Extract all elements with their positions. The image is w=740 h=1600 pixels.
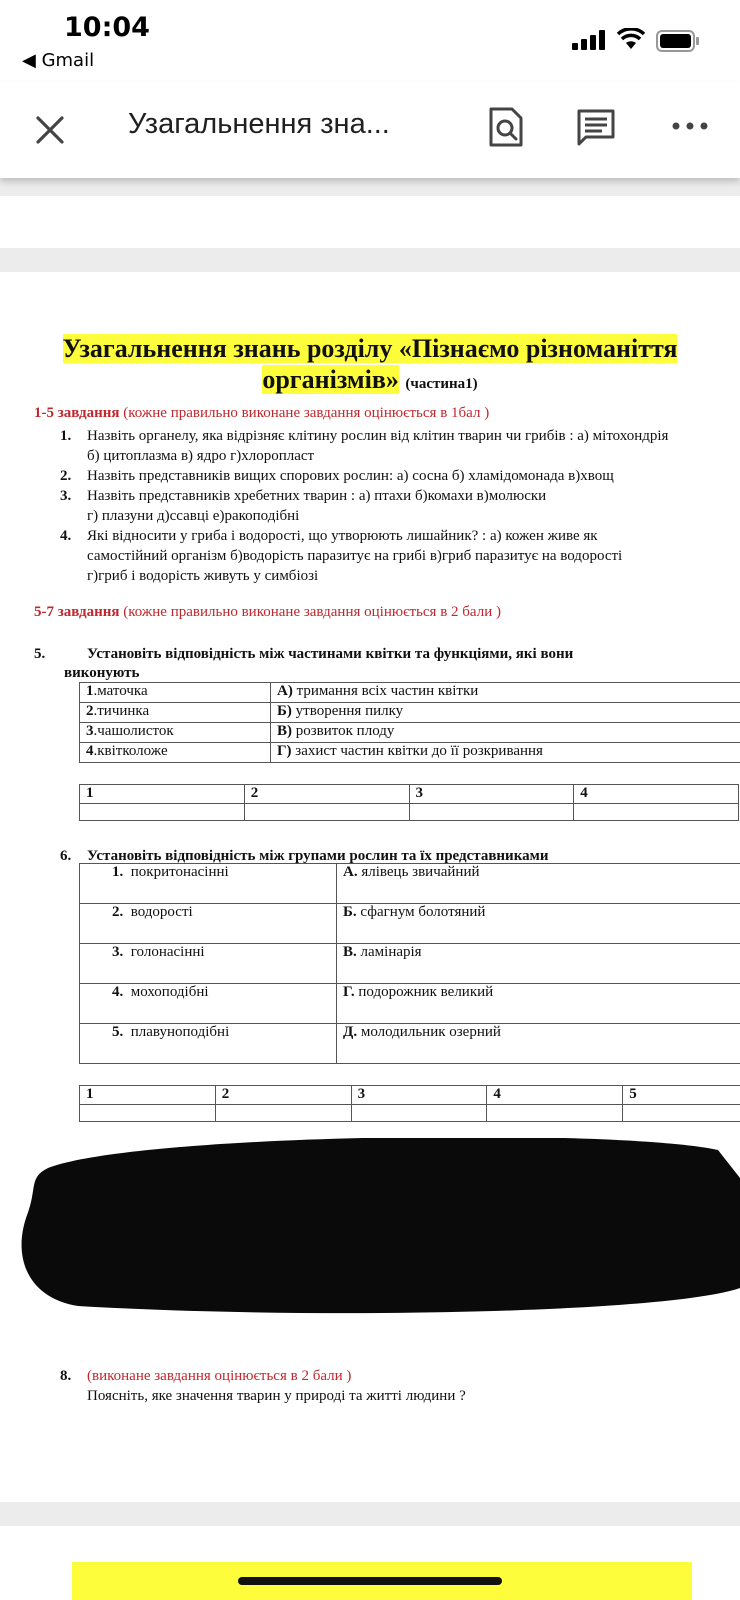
- section-1-5-header: 1-5 завдання (кожне правильно виконане завдання оцінюється в 1бал ): [34, 405, 490, 421]
- answer-header-cell: 1: [80, 1086, 216, 1105]
- comment-icon[interactable]: [576, 108, 616, 148]
- q6-row: [80, 864, 740, 904]
- status-bar: [0, 0, 740, 82]
- q2-text: Назвіть представників вищих спорових рослин: а) сосна б) хламідомонада в)хвощ: [87, 468, 614, 484]
- q6-answer-table: [79, 1085, 740, 1122]
- section-5-7-header: 5-7 завдання (кожне правильно виконане завдання оцінюється в 2 бали ): [34, 604, 501, 620]
- q4-options-cont: г)гриб і водорість живуть у симбіозі: [87, 568, 319, 584]
- q5-answer-table: [79, 784, 739, 821]
- q6-row: [80, 984, 740, 1024]
- q5-part-cell: 3.чашолисток: [80, 723, 271, 743]
- answer-input-cell[interactable]: [80, 804, 245, 821]
- q8-note: (виконане завдання оцінюється в 2 бали ): [87, 1368, 352, 1384]
- answer-header-cell: 2: [244, 785, 409, 804]
- q4-options: самостійний організм б)водорість паразитує на грибі в)гриб паразитує на водорості: [87, 548, 623, 564]
- answer-header-cell: 3: [409, 785, 574, 804]
- answer-header-cell: 5: [623, 1086, 740, 1105]
- previous-page-edge: [0, 196, 740, 248]
- answer-header-cell: 2: [215, 1086, 351, 1105]
- q4-text: Які відносити у гриба і водорості, що утворюють лишайник? : а) кожен живе як: [87, 528, 598, 544]
- q8-number: 8.: [60, 1368, 72, 1384]
- q2-number: 2.: [60, 468, 72, 484]
- q6-representative-cell: Г. подорожник великий: [337, 984, 740, 1024]
- answer-input-cell[interactable]: [623, 1105, 740, 1122]
- q5-match-table: [79, 682, 740, 763]
- q1-options: б) цитоплазма в) ядро г)хлоропласт: [87, 448, 315, 464]
- answer-header-cell: 4: [487, 1086, 623, 1105]
- q6-match-table: [79, 863, 740, 1064]
- redaction-mark: [18, 1138, 740, 1318]
- q6-group-cell: 2. водорості: [80, 904, 337, 944]
- q3-number: 3.: [60, 488, 72, 504]
- q6-representative-cell: В. ламінарія: [337, 944, 740, 984]
- answer-header-cell: 4: [574, 785, 739, 804]
- viewer-toolbar: [0, 82, 740, 178]
- answer-input-cell[interactable]: [574, 804, 739, 821]
- doc-heading-part: (частина1): [405, 376, 478, 392]
- q5-text-cont: виконують: [64, 665, 140, 681]
- q1-number: 1.: [60, 428, 72, 444]
- q5-part-cell: 1.маточка: [80, 683, 271, 703]
- find-in-document-icon[interactable]: [488, 106, 524, 148]
- q5-part-cell: 4.квітколоже: [80, 743, 271, 763]
- q3-text: Назвіть представників хребетних тварин : а) птахи б)комахи в)молюски: [87, 488, 547, 504]
- answer-header-cell: 3: [351, 1086, 487, 1105]
- doc-heading-line2: організмів» (частина1): [262, 365, 478, 394]
- q8-text: Поясніть, яке значення тварин у природі та житті людини ?: [87, 1388, 466, 1404]
- q5-number: 5.: [34, 646, 46, 662]
- q5-function-cell: В) розвиток плоду: [271, 723, 740, 743]
- q5-part-cell: 2.тичинка: [80, 703, 271, 723]
- wifi-icon: [616, 28, 646, 50]
- more-options-icon[interactable]: [670, 116, 710, 136]
- q5-row: [80, 683, 740, 703]
- q6-row: [80, 1024, 740, 1064]
- home-indicator[interactable]: [238, 1577, 502, 1585]
- document-title: Узагальнення зна...: [128, 108, 390, 140]
- q3-options: г) плазуни д)ссавці е)ракоподібні: [87, 508, 300, 524]
- q5-row: [80, 723, 740, 743]
- answer-input-cell[interactable]: [487, 1105, 623, 1122]
- q1-text: Назвіть органелу, яка відрізняє клітину рослин від клітин тварин чи грибів : а) мітохондрія: [87, 428, 669, 444]
- battery-icon: [656, 30, 700, 52]
- q5-function-cell: Г) захист частин квітки до її розкривання: [271, 743, 740, 763]
- q6-number: 6.: [60, 848, 72, 864]
- next-page-edge: [0, 1526, 740, 1600]
- q6-row: [80, 904, 740, 944]
- q6-group-cell: 3. голонасінні: [80, 944, 337, 984]
- answer-input-cell[interactable]: [409, 804, 574, 821]
- q6-representative-cell: Б. сфагнум болотяний: [337, 904, 740, 944]
- q5-function-cell: Б) утворення пилку: [271, 703, 740, 723]
- q5-function-cell: А) тримання всіх частин квітки: [271, 683, 740, 703]
- answer-input-cell[interactable]: [215, 1105, 351, 1122]
- close-button[interactable]: [30, 110, 70, 150]
- q5-text: Установіть відповідність між частинами квітки та функціями, які вони: [87, 646, 574, 662]
- q6-representative-cell: Д. молодильник озерний: [337, 1024, 740, 1064]
- q6-representative-cell: А. ялівець звичайний: [337, 864, 740, 904]
- answer-input-cell[interactable]: [244, 804, 409, 821]
- q6-group-cell: 5. плавуноподібні: [80, 1024, 337, 1064]
- answer-header-cell: 1: [80, 785, 245, 804]
- clock: 10:04: [64, 12, 150, 43]
- q6-text: Установіть відповідність між групами рослин та їх представниками: [87, 848, 549, 864]
- answer-input-cell[interactable]: [351, 1105, 487, 1122]
- q6-row: [80, 944, 740, 984]
- back-to-gmail-link[interactable]: ◀ Gmail: [22, 50, 95, 71]
- cellular-signal-icon: [572, 30, 606, 50]
- q4-number: 4.: [60, 528, 72, 544]
- q6-group-cell: 1. покритонасінні: [80, 864, 337, 904]
- answer-input-cell[interactable]: [80, 1105, 216, 1122]
- q6-group-cell: 4. мохоподібні: [80, 984, 337, 1024]
- q5-row: [80, 743, 740, 763]
- doc-heading-line1: Узагальнення знань розділу «Пізнаємо різноманіття: [62, 334, 678, 363]
- q5-row: [80, 703, 740, 723]
